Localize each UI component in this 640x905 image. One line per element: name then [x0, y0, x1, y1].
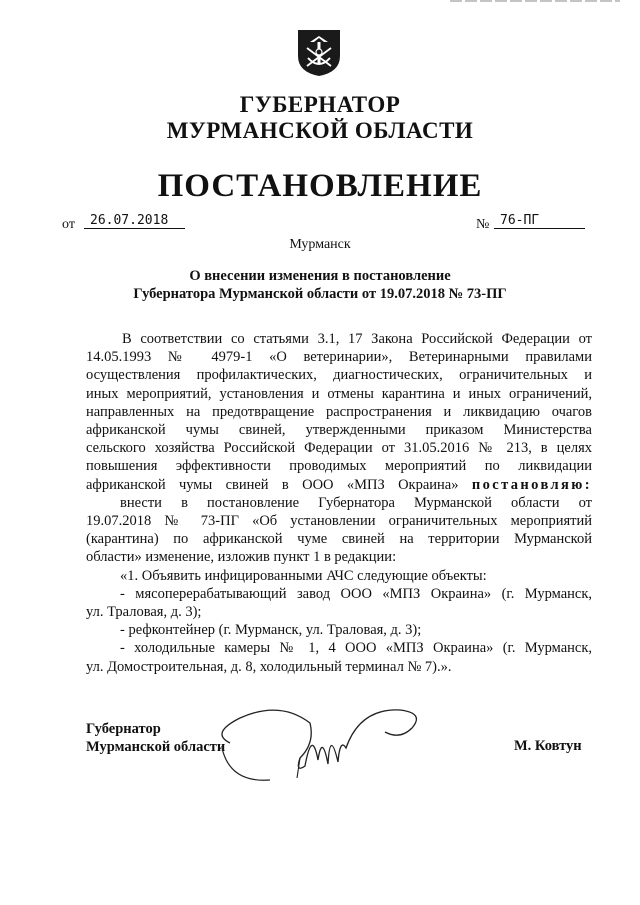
body-line: сельского хозяйства Российской Федерации от 31.05.2016 № 213, в целях [86, 440, 592, 457]
list-item-cont: ул. Траловая, д. 3); [86, 604, 202, 621]
decree-word: постановляю: [471, 476, 592, 493]
list-item-cont: ул. Домостроительная, д. 8, холодильный терминал № 7).». [86, 658, 452, 675]
org-title-line1: ГУБЕРНАТОР [239, 92, 401, 117]
body-line: осуществления профилактических, диагностических, ограничительных и [86, 367, 592, 384]
list-item: - мясоперерабатывающий завод ООО «МПЗ Окраина» (г. Мурманск, [120, 585, 592, 602]
body-line: иных мероприятий, установления и отмены карантина и иных ограничений, [86, 385, 592, 402]
body-line: 14.05.1993 № 4979-1 «О ветеринарии», Ветеринарными правилами [86, 349, 592, 366]
list-item: - рефконтейнер (г. Мурманск, ул. Траловая, д. 3); [120, 622, 422, 639]
list-item: - холодильные камеры № 1, 4 ООО «МПЗ Окраина» (г. Мурманск, [120, 640, 592, 657]
signatory-name: М. Ковтун [514, 738, 582, 754]
top-edge-line [450, 0, 620, 4]
signatory-title-line1: Губернатор [86, 721, 161, 737]
body-line: повышения эффективности проводимых мероприятий по ликвидации [86, 458, 592, 475]
signatory-title-line2: Мурманской области [86, 739, 226, 755]
body-line-text: африканской чумы свиней в ООО «МПЗ Окраина» [86, 476, 459, 493]
number-prefix: № [476, 217, 490, 232]
body-line: (карантина) по африканской чуме свиней на территории Мурманской [86, 531, 592, 548]
handwritten-signature [200, 688, 450, 788]
subject-line2: Губернатора Мурманской области от 19.07.2018 № 73-ПГ [133, 286, 507, 302]
document-number: 76-ПГ [494, 213, 585, 229]
body-line [86, 476, 592, 494]
body-line: африканской чумы свиней, утвержденными приказом Министерства [86, 422, 592, 439]
body-line: внести в постановление Губернатора Мурманской области от [120, 494, 592, 511]
city-name: Мурманск [289, 237, 351, 252]
date-prefix: от [62, 217, 75, 232]
body-line: направленных на предотвращение распространения и ликвидацию очагов [86, 403, 592, 420]
document-date: 26.07.2018 [84, 213, 185, 229]
subject-line1: О внесении изменения в постановление [189, 268, 451, 284]
coat-of-arms-icon [296, 28, 342, 78]
body-line: В соответствии со статьями 3.1, 17 Закона Российской Федерации от [122, 331, 592, 347]
document-body [86, 330, 592, 676]
body-line: «1. Объявить инфицированными АЧС следующие объекты: [120, 567, 487, 584]
org-title-line2: МУРМАНСКОЙ ОБЛАСТИ [166, 118, 474, 143]
body-line: 19.07.2018 № 73-ПГ «Об установлении ограничительных мероприятий [86, 513, 592, 530]
body-line: области» изменение, изложив пункт 1 в редакции: [86, 549, 397, 566]
document-type-title: ПОСТАНОВЛЕНИЕ [157, 168, 483, 204]
